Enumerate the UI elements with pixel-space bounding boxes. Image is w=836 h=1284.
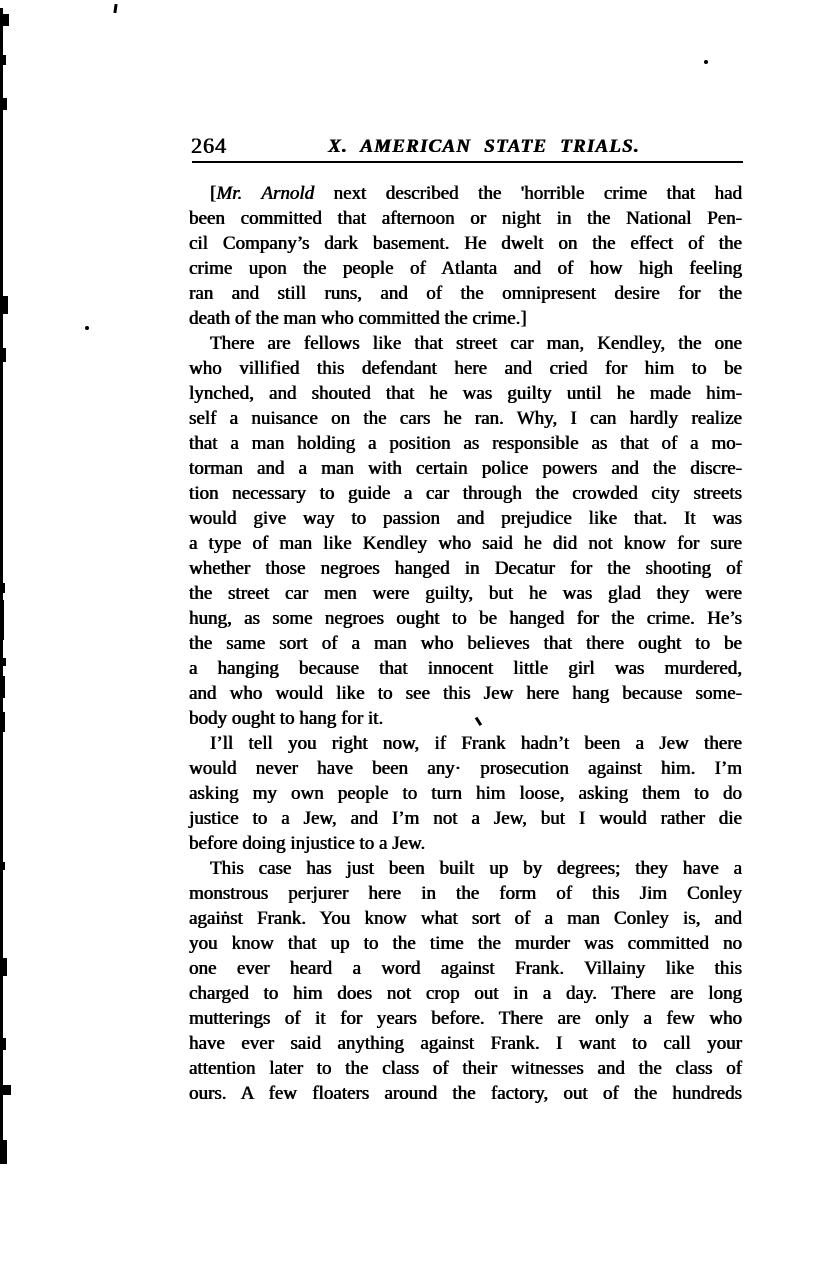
running-header-title: X. AMERICAN STATE TRIALS. — [328, 136, 640, 157]
text-line: crime upon the people of Atlanta and of how high feeling — [189, 258, 742, 279]
body-text-block — [189, 181, 742, 1106]
text-line: ran and still runs, and of the omnipresent desire for the — [189, 283, 742, 304]
scan-gutter-mark — [0, 1140, 7, 1164]
scan-gutter-mark — [0, 55, 6, 65]
text-line: one ever heard a word against Frank. Villainy like this — [189, 958, 742, 979]
scan-gutter-mark — [0, 862, 5, 870]
scan-gutter-mark — [0, 296, 8, 314]
scan-gutter-mark — [0, 712, 5, 732]
text-line: have ever said anything against Frank. I want to call your — [189, 1033, 742, 1054]
text-line: that a man holding a position as responsible as that of a mo- — [189, 433, 742, 454]
text-line: agaiṅst Frank. You know what sort of a man Conley is, and — [189, 908, 742, 929]
text-line: cil Company’s dark basement. He dwelt on the effect of the — [189, 233, 742, 254]
text-line: a hanging because that innocent little girl was murdered, — [189, 658, 742, 679]
text-line: self a nuisance on the cars he ran. Why, I can hardly realize — [189, 408, 742, 429]
text-line: a type of man like Kendley who said he did not know for sure — [189, 533, 742, 554]
text-line: the street car men were guilty, but he was glad they were — [189, 583, 742, 604]
text-line: would give way to passion and prejudice like that. It was — [189, 508, 742, 529]
text-line: There are fellows like that street car man, Kendley, the one — [210, 333, 742, 354]
page-number: 264 — [191, 133, 227, 158]
text-line: death of the man who committed the crime.] — [189, 308, 527, 329]
text-line: tion necessary to guide a car through the crowded city streets — [189, 483, 742, 504]
text-line: been committed that afternoon or night in the National Pen- — [189, 208, 742, 229]
scan-gutter-mark — [0, 958, 7, 976]
text-line: [Mr. Arnold next described the 'horrible crime that had — [210, 183, 742, 204]
text-line: ours. A few floaters around the factory, out of the hundreds — [189, 1083, 742, 1104]
text-line: before doing injustice to a Jew. — [189, 833, 426, 854]
header-rule — [192, 161, 743, 163]
text-line: hung, as some negroes ought to be hanged for the crime. He’s — [189, 608, 742, 629]
ink-speck — [113, 4, 117, 13]
ink-speck — [704, 60, 708, 64]
paragraph — [189, 331, 742, 731]
text-line: the same sort of a man who believes that there ought to be — [189, 633, 742, 654]
text-line: justice to a Jew, and I’m not a Jew, but I would rather die — [189, 808, 742, 829]
text-line: charged to him does not crop out in a day. There are long — [189, 983, 742, 1004]
text-line: would never have been any· prosecution against him. I’m — [189, 758, 742, 779]
paragraph — [189, 731, 742, 856]
scan-gutter-mark — [0, 1038, 6, 1050]
scan-gutter-mark — [0, 14, 9, 26]
scan-gutter-mark — [0, 658, 6, 666]
text-line: I’ll tell you right now, if Frank hadn’t been a Jew there — [210, 733, 742, 754]
text-line: whether those negroes hanged in Decatur for the shooting of — [189, 558, 742, 579]
ink-speck — [85, 326, 89, 330]
text-line: who villified this defendant here and cried for him to be — [189, 358, 742, 379]
text-line: monstrous perjurer here in the form of this Jim Conley — [189, 883, 742, 904]
italic-text: Mr. Arnold — [216, 183, 315, 204]
text-line: you know that up to the time the murder was committed no — [189, 933, 742, 954]
scan-gutter-mark — [0, 600, 4, 640]
text-line: body ought to hang for it. — [189, 708, 384, 729]
text-line: asking my own people to turn him loose, asking them to do — [189, 783, 742, 804]
text-line: This case has just been built up by degrees; they have a — [210, 858, 742, 879]
text-line: attention later to the class of their witnesses and the class of — [189, 1058, 742, 1079]
scan-gutter-mark — [0, 98, 7, 110]
scan-gutter-mark — [0, 348, 6, 362]
text-line: and who would like to see this Jew here hang because some- — [189, 683, 742, 704]
paragraph — [189, 181, 742, 331]
scan-gutter-mark — [0, 676, 5, 698]
text-line: lynched, and shouted that he was guilty until he made him- — [189, 383, 742, 404]
text-line: torman and a man with certain police powers and the discre- — [189, 458, 742, 479]
paragraph — [189, 856, 742, 1106]
text-line: mutterings of it for years before. There are only a few who — [189, 1008, 742, 1029]
scan-gutter-mark — [0, 583, 5, 593]
scan-gutter-mark — [0, 1085, 11, 1095]
